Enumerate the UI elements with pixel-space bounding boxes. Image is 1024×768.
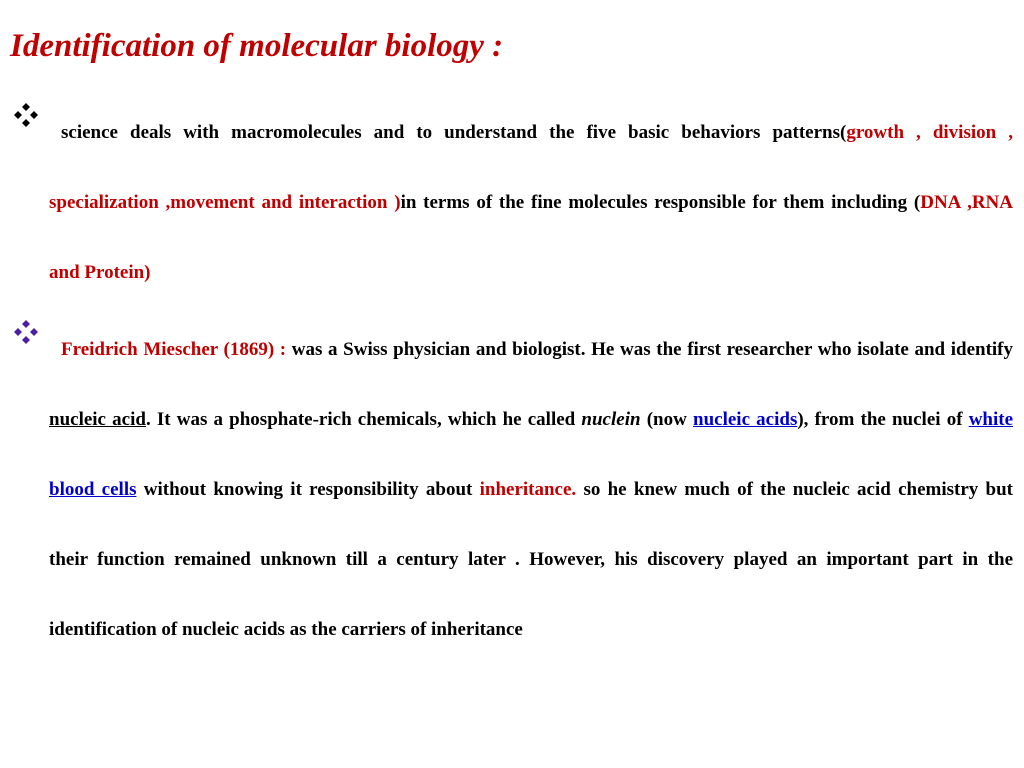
nucleic-acids-link[interactable]: nucleic acids xyxy=(693,409,798,430)
slide-title: Identification of molecular biology : xyxy=(10,28,504,64)
nucleic-acid-term: nucleic acid xyxy=(49,409,146,430)
behaviors-list: growth , division , specialization ,movement and interaction ) xyxy=(49,122,1013,213)
diamond-cluster-icon xyxy=(13,319,39,345)
paragraph-2-text-6: so he knew much of the nucleic acid chemistry but their function remained unknown till a century later . However, his discovery played an important part in the identification of nucleic acids as the carriers of inheritance xyxy=(49,479,1013,640)
paragraph-2-text-3: (now xyxy=(646,409,687,430)
bullet-paragraph-2 xyxy=(49,315,1013,665)
inheritance-term: inheritance. xyxy=(479,479,577,500)
molecules-list: DNA ,RNA and Protein) xyxy=(49,192,1014,283)
paragraph-2-text-4: ), from the nuclei of xyxy=(797,409,963,430)
paragraph-2-text-2: . It was a phosphate-rich chemicals, which he called xyxy=(145,409,576,430)
diamond-cluster-icon xyxy=(13,102,39,128)
paragraph-1-text-2: in terms of the fine molecules responsible for them including ( xyxy=(400,192,921,213)
scientist-name: Freidrich Miescher (1869) : xyxy=(61,339,287,360)
nuclein-term: nuclein xyxy=(581,409,641,430)
paragraph-2-text-1: was a Swiss physician and biologist. He was the first researcher who isolate and identify xyxy=(291,339,1014,360)
white-blood-cells-link[interactable]: white blood cells xyxy=(49,409,1014,500)
paragraph-2-text-5: without knowing it responsibility about xyxy=(143,479,473,500)
paragraph-1-text: science deals with macromolecules and to understand the five basic behaviors patterns( xyxy=(61,122,847,143)
bullet-paragraph-1 xyxy=(49,98,1013,308)
